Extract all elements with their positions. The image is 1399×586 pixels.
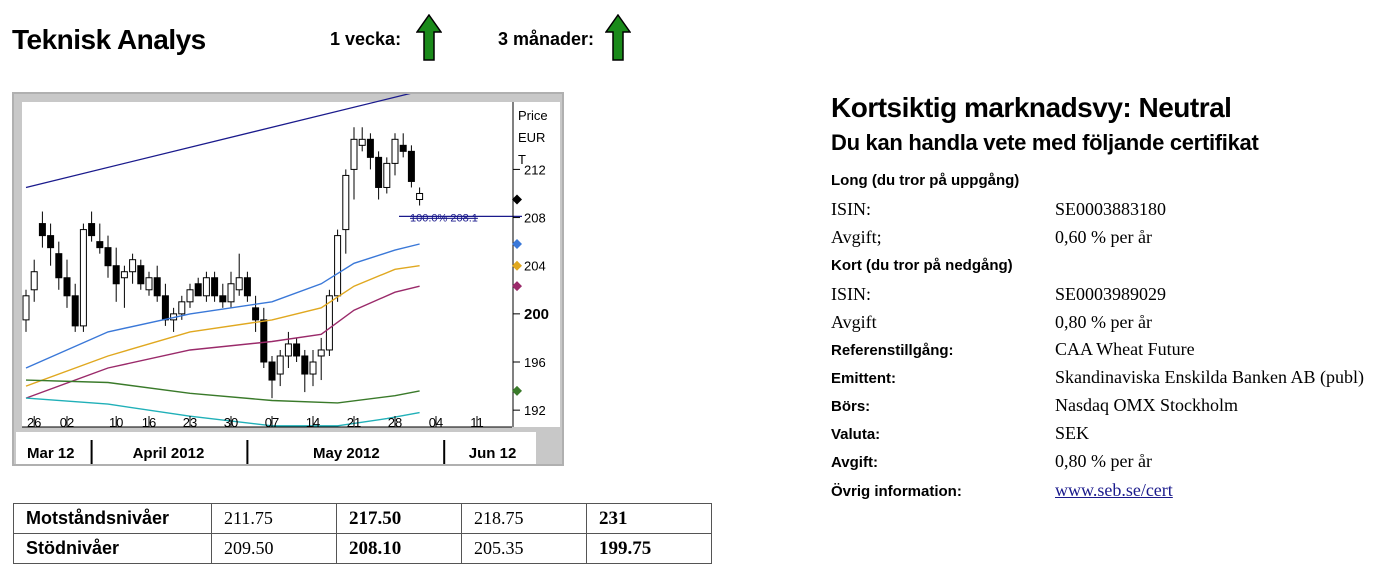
support-level-1: 209.50 xyxy=(212,534,337,564)
resistance-level-1: 211.75 xyxy=(212,504,337,534)
y-tick-label: 200 xyxy=(524,305,550,323)
candle-body xyxy=(56,254,62,278)
candle-body xyxy=(318,350,324,356)
resistance-level-3: 218.75 xyxy=(462,504,587,534)
candle-body xyxy=(154,278,160,296)
y-axis-label: T xyxy=(518,152,526,167)
candle-body xyxy=(80,230,86,326)
support-level-3: 205.35 xyxy=(462,534,587,564)
candle-body xyxy=(162,296,168,320)
candle-body xyxy=(187,290,193,302)
candle-body xyxy=(105,248,111,266)
candle-body xyxy=(64,278,70,296)
candle-body xyxy=(195,284,201,296)
x-tick-label: 02 xyxy=(59,415,75,430)
candle-body xyxy=(351,139,357,169)
candle-body xyxy=(72,296,78,326)
candle-body xyxy=(417,193,423,199)
currency-label: Valuta: xyxy=(831,426,881,443)
candle-body xyxy=(285,344,291,356)
candle-body xyxy=(89,224,95,236)
x-tick-label: 10 xyxy=(108,415,124,430)
exchange-label: Börs: xyxy=(831,398,871,415)
candle-body xyxy=(23,296,29,320)
candle-body xyxy=(294,344,300,356)
long-isin-label: ISIN: xyxy=(831,199,871,219)
candle-body xyxy=(367,139,373,157)
long-section-title: Long (du tror på uppgång) xyxy=(831,172,1020,189)
x-tick-label: 26 xyxy=(26,415,42,430)
month-label: April 2012 xyxy=(132,445,205,462)
resistance-row xyxy=(14,504,712,534)
y-tick-label: 208 xyxy=(524,210,546,226)
x-tick-label: 16 xyxy=(141,415,157,430)
candle-body xyxy=(310,362,316,374)
x-tick-label: 21 xyxy=(346,415,362,430)
resistance-level-4: 231 xyxy=(587,504,712,534)
candle-body xyxy=(31,272,37,290)
month-label: May 2012 xyxy=(313,445,380,462)
resistance-label: Motståndsnivåer xyxy=(14,504,212,534)
candle-body xyxy=(130,260,136,272)
candle-body xyxy=(179,302,185,314)
candle-body xyxy=(146,278,152,290)
candle-body xyxy=(121,272,127,278)
long-isin-value: SE0003883180 xyxy=(1055,199,1167,219)
currency-value: SEK xyxy=(1055,423,1090,443)
x-tick-label: 23 xyxy=(182,415,198,430)
candle-body xyxy=(138,266,144,284)
candle-body xyxy=(244,278,250,296)
fee-label: Avgift: xyxy=(831,454,878,471)
support-level-4: 199.75 xyxy=(587,534,712,564)
y-tick-label: 192 xyxy=(524,403,546,419)
arrow-up-icon xyxy=(416,14,442,62)
exchange-value: Nasdaq OMX Stockholm xyxy=(1055,395,1238,415)
arrow-up-icon xyxy=(605,14,631,62)
candle-body xyxy=(359,139,365,145)
candle-body xyxy=(277,356,283,374)
short-isin-value: SE0003989029 xyxy=(1055,284,1167,304)
candle-body xyxy=(302,356,308,374)
y-axis-label: EUR xyxy=(518,130,546,145)
month-label: Jun 12 xyxy=(468,445,517,462)
market-view-subheading: Du kan handla vete med följande certifikat xyxy=(831,130,1259,155)
support-label: Stödnivåer xyxy=(14,534,212,564)
y-tick-label: 212 xyxy=(524,162,546,178)
long-fee-value: 0,60 % per år xyxy=(1055,227,1152,247)
other-info-label: Övrig information: xyxy=(831,483,962,500)
candle-body xyxy=(269,362,275,380)
reference-asset-label: Referenstillgång: xyxy=(831,342,954,359)
candle-body xyxy=(376,157,382,187)
candle-body xyxy=(220,296,226,302)
support-level-2: 208.10 xyxy=(337,534,462,564)
candle-body xyxy=(48,236,54,248)
reference-asset-value: CAA Wheat Future xyxy=(1055,339,1195,359)
x-tick-label: 30 xyxy=(223,415,239,430)
candle-body xyxy=(408,151,414,181)
candle-body xyxy=(113,266,119,284)
market-view-heading: Kortsiktig marknadsvy: Neutral xyxy=(831,92,1232,123)
candle-body xyxy=(253,308,259,320)
support-row xyxy=(14,534,712,564)
candle-body xyxy=(392,139,398,163)
x-tick-label: 11 xyxy=(470,415,484,430)
candle-body xyxy=(261,320,267,362)
issuer-label: Emittent: xyxy=(831,370,896,387)
short-fee-label: Avgift xyxy=(831,312,877,332)
fibonacci-level-label: 100.0% 208.1 xyxy=(410,212,478,225)
x-tick-label: 07 xyxy=(264,415,280,430)
short-isin-label: ISIN: xyxy=(831,284,871,304)
candle-body xyxy=(97,242,103,248)
x-tick-label: 04 xyxy=(428,415,444,430)
candle-body xyxy=(236,278,242,290)
price-chart xyxy=(12,92,564,466)
levels-table xyxy=(13,503,712,564)
month-label: Mar 12 xyxy=(27,445,75,462)
fee-value: 0,80 % per år xyxy=(1055,451,1152,471)
candle-body xyxy=(39,224,45,236)
long-fee-label: Avgift; xyxy=(831,227,882,247)
candle-body xyxy=(228,284,234,302)
indicator-1-week-label: 1 vecka: xyxy=(330,29,402,49)
page-title: Teknisk Analys xyxy=(12,24,206,55)
candle-body xyxy=(384,163,390,187)
y-tick-label: 196 xyxy=(524,355,546,370)
candle-body xyxy=(203,278,209,296)
resistance-level-2: 217.50 xyxy=(337,504,462,534)
short-section-title: Kort (du tror på nedgång) xyxy=(831,257,1013,274)
candle-body xyxy=(400,145,406,151)
x-tick-label: 28 xyxy=(387,415,403,430)
issuer-value: Skandinaviska Enskilda Banken AB (publ) xyxy=(1055,367,1364,387)
y-axis-label: Price xyxy=(518,108,548,123)
indicator-3-months-label: 3 månader: xyxy=(498,29,595,49)
candle-body xyxy=(335,236,341,296)
y-tick-label: 204 xyxy=(524,258,546,274)
candle-body xyxy=(212,278,218,296)
x-tick-label: 14 xyxy=(305,415,321,430)
seb-cert-link[interactable]: www.seb.se/cert xyxy=(1055,480,1173,500)
candle-body xyxy=(343,175,349,229)
short-fee-value: 0,80 % per år xyxy=(1055,312,1152,332)
